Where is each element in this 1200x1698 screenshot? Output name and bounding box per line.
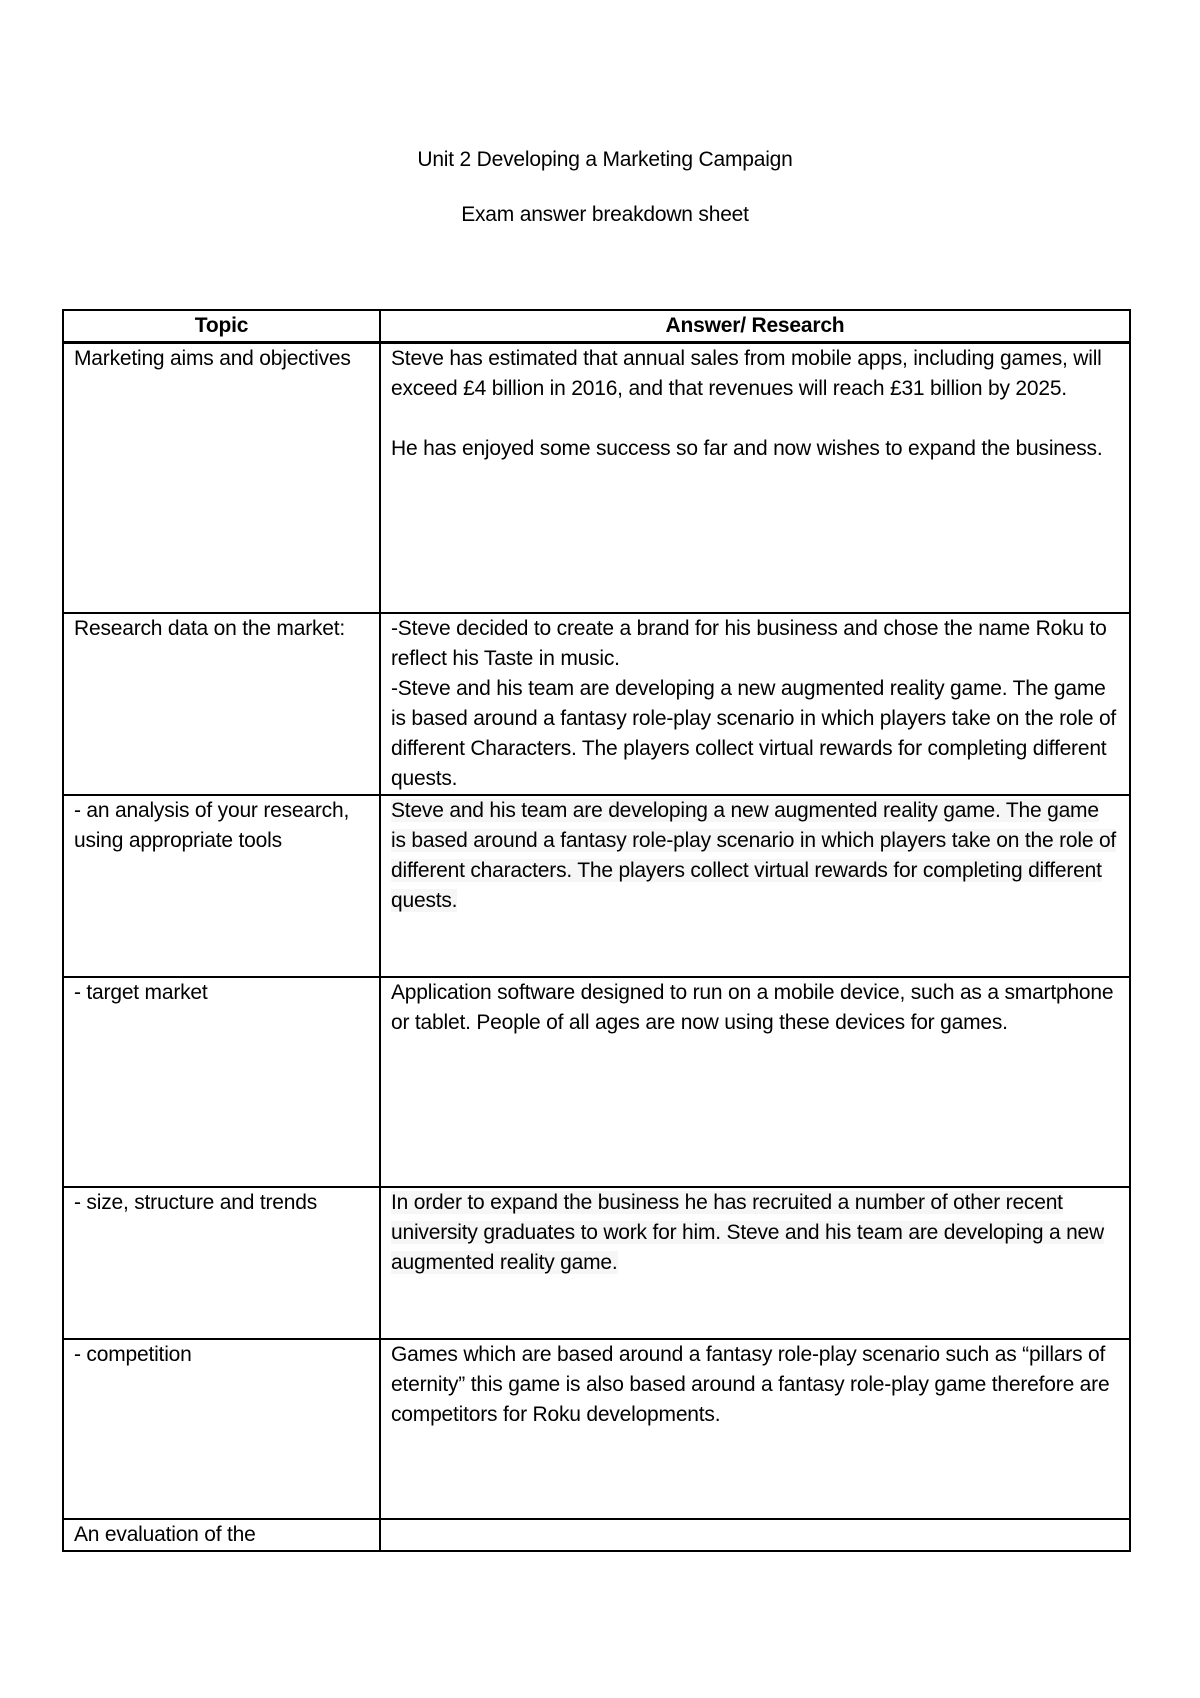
- answer-text: -Steve decided to create a brand for his business and chose the name Roku to reflect his Taste in music.: [391, 617, 1107, 670]
- table-row: [63, 1339, 1130, 1519]
- topic-cell: Research data on the market:: [63, 613, 380, 795]
- document-subtitle: Exam answer breakdown sheet: [461, 203, 749, 226]
- topic-cell: Marketing aims and objectives: [63, 343, 380, 614]
- table-row: [63, 613, 1130, 795]
- answer-cell: [380, 1187, 1130, 1339]
- answer-text: Steve has estimated that annual sales from mobile apps, including games, will exceed £4 billion in 2016, and that revenues will reach £31 billion by 2025.: [391, 347, 1102, 400]
- answer-text: Games which are based around a fantasy role-play scenario such as “pillars of eternity” this game is also based around a fantasy role-play game therefore are competitors for Roku developments.: [391, 1343, 1110, 1426]
- answer-cell: [380, 795, 1130, 977]
- header-answer: Answer/ Research: [380, 310, 1130, 343]
- answer-cell: [380, 1519, 1130, 1551]
- header-topic: Topic: [63, 310, 380, 343]
- answer-text: -Steve and his team are developing a new augmented reality game. The game is based around a fantasy role-play scenario in which players take on the role of different Characters. The players collect virtual rewards for completing different quests.: [391, 677, 1117, 790]
- answer-cell: [380, 1339, 1130, 1519]
- topic-cell: - an analysis of your research, using appropriate tools: [63, 795, 380, 977]
- answer-cell: [380, 343, 1130, 614]
- answer-text: He has enjoyed some success so far and now wishes to expand the business.: [391, 437, 1103, 460]
- answer-cell: [380, 977, 1130, 1187]
- topic-cell: An evaluation of the: [63, 1519, 380, 1551]
- document-title: Unit 2 Developing a Marketing Campaign: [417, 148, 793, 171]
- table-row: [63, 795, 1130, 977]
- answer-cell: [380, 613, 1130, 795]
- table-row: [63, 343, 1130, 614]
- table-row: [63, 1519, 1130, 1551]
- answer-text: Steve and his team are developing a new augmented reality game. The game is based around a fantasy role-play scenario in which players take on the role of different characters. The players collect virtual rewards for completing different quests.: [391, 799, 1117, 912]
- answer-text: Application software designed to run on a mobile device, such as a smartphone or tablet. People of all ages are now using these devices for games.: [391, 981, 1114, 1034]
- topic-cell: - competition: [63, 1339, 380, 1519]
- answer-text: In order to expand the business he has recruited a number of other recent university graduates to work for him. Steve and his team are developing a new augmented reality game.: [391, 1191, 1104, 1274]
- table-row: [63, 977, 1130, 1187]
- table-header-row: [63, 310, 1130, 343]
- topic-cell: - target market: [63, 977, 380, 1187]
- table-row: [63, 1187, 1130, 1339]
- topic-cell: - size, structure and trends: [63, 1187, 380, 1339]
- answer-breakdown-table: [62, 309, 1131, 1552]
